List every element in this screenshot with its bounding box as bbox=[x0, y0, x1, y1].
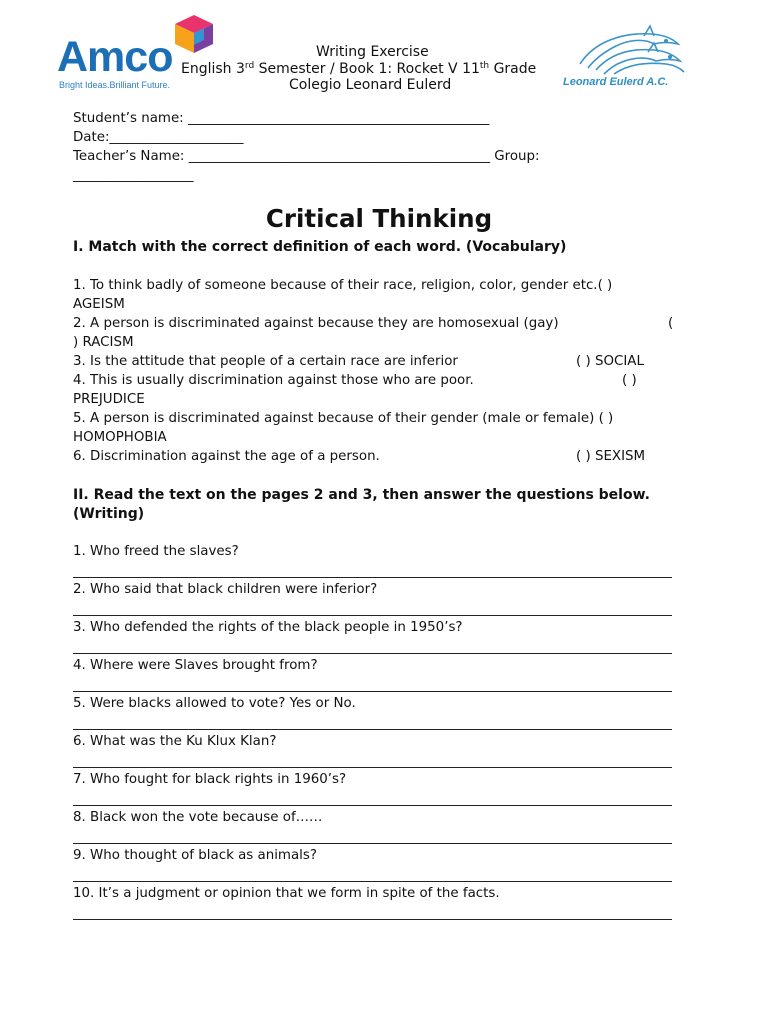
question-7: 7. Who fought for black rights in 1960’s? bbox=[73, 772, 347, 787]
answer-line[interactable] bbox=[73, 729, 672, 730]
answer-paren[interactable]: ( ) SOCIAL bbox=[576, 354, 644, 369]
answer-line[interactable] bbox=[73, 843, 672, 844]
answer-paren[interactable]: ( ) bbox=[622, 373, 637, 388]
question-5: 5. Were blacks allowed to vote? Yes or No. bbox=[73, 696, 356, 711]
question-8: 8. Black won the vote because of…… bbox=[73, 810, 323, 825]
answer-line[interactable] bbox=[73, 615, 672, 616]
date-blank[interactable]: ____________________ bbox=[109, 130, 244, 145]
question-2: 2. Who said that black children were inferior? bbox=[73, 582, 378, 597]
answer-line[interactable] bbox=[73, 691, 672, 692]
amco-logo bbox=[57, 14, 217, 94]
question-10: 10. It’s a judgment or opinion that we form in spite of the facts. bbox=[73, 886, 500, 901]
answer-line[interactable] bbox=[73, 767, 672, 768]
exercise-title: Writing Exercise bbox=[316, 44, 429, 60]
section-1-heading: I. Match with the correct definition of each word. (Vocabulary) bbox=[73, 239, 567, 255]
teacher-name-label: Teacher’s Name: bbox=[73, 149, 185, 164]
teacher-name-blank[interactable]: _____________________________________________ bbox=[188, 149, 491, 164]
amco-tagline: Bright Ideas.Brilliant Future. bbox=[59, 80, 171, 90]
teacher-name-field[interactable] bbox=[73, 149, 540, 164]
date-field[interactable] bbox=[73, 130, 243, 145]
answer-line[interactable] bbox=[73, 919, 672, 920]
answer-paren[interactable]: ( ) SEXISM bbox=[576, 449, 646, 464]
vocab-item-4: 4. This is usually discrimination against those who are poor. bbox=[73, 373, 474, 388]
question-9: 9. Who thought of black as animals? bbox=[73, 848, 317, 863]
vocab-item-6: 6. Discrimination against the age of a person. bbox=[73, 449, 380, 464]
date-label: Date: bbox=[73, 130, 110, 145]
school-logo bbox=[560, 24, 700, 94]
school-name: Colegio Leonard Eulerd bbox=[289, 77, 452, 93]
student-name-blank[interactable]: _____________________________________________ bbox=[187, 111, 490, 126]
question-4: 4. Where were Slaves brought from? bbox=[73, 658, 318, 673]
section-2-heading-sub: (Writing) bbox=[73, 506, 145, 522]
dolphin-icon bbox=[574, 24, 694, 76]
vocab-item-2: 2. A person is discriminated against because they are homosexual (gay) bbox=[73, 316, 559, 331]
answer-line[interactable] bbox=[73, 577, 672, 578]
answer-paren[interactable]: ( ) bbox=[598, 411, 614, 426]
vocab-term: HOMOPHOBIA bbox=[73, 430, 167, 445]
vocab-term: AGEISM bbox=[73, 297, 125, 312]
vocab-item-1: 1. To think badly of someone because of their race, religion, color, gender etc.( ) bbox=[73, 278, 613, 293]
answer-paren[interactable]: ( ) bbox=[597, 278, 613, 293]
page-title: Critical Thinking bbox=[265, 204, 493, 233]
answer-paren-open[interactable]: ( bbox=[668, 316, 674, 331]
vocab-item-3: 3. Is the attitude that people of a certain race are inferior bbox=[73, 354, 458, 369]
answer-line[interactable] bbox=[73, 881, 672, 882]
student-name-label: Student’s name: bbox=[73, 111, 184, 126]
answer-line[interactable] bbox=[73, 805, 672, 806]
amco-brand-name: Amco bbox=[57, 33, 173, 81]
school-logo-caption: Leonard Eulerd A.C. bbox=[563, 76, 669, 88]
vocab-item-5: 5. A person is discriminated against because of their gender (male or female) ( ) bbox=[73, 411, 614, 426]
vocab-term: PREJUDICE bbox=[73, 392, 145, 407]
question-1: 1. Who freed the slaves? bbox=[73, 544, 239, 559]
course-info: English 3rd Semester / Book 1: Rocket V 11th Grade bbox=[181, 61, 537, 77]
answer-line[interactable] bbox=[73, 653, 672, 654]
vocab-term: ) RACISM bbox=[73, 335, 134, 350]
group-blank[interactable]: __________________ bbox=[73, 168, 194, 183]
question-6: 6. What was the Ku Klux Klan? bbox=[73, 734, 277, 749]
student-name-field[interactable] bbox=[73, 111, 489, 126]
section-2-heading: II. Read the text on the pages 2 and 3, then answer the questions below. bbox=[73, 487, 650, 503]
cube-icon bbox=[173, 14, 215, 54]
question-3: 3. Who defended the rights of the black people in 1950’s? bbox=[73, 620, 463, 635]
group-label: Group: bbox=[494, 149, 540, 164]
